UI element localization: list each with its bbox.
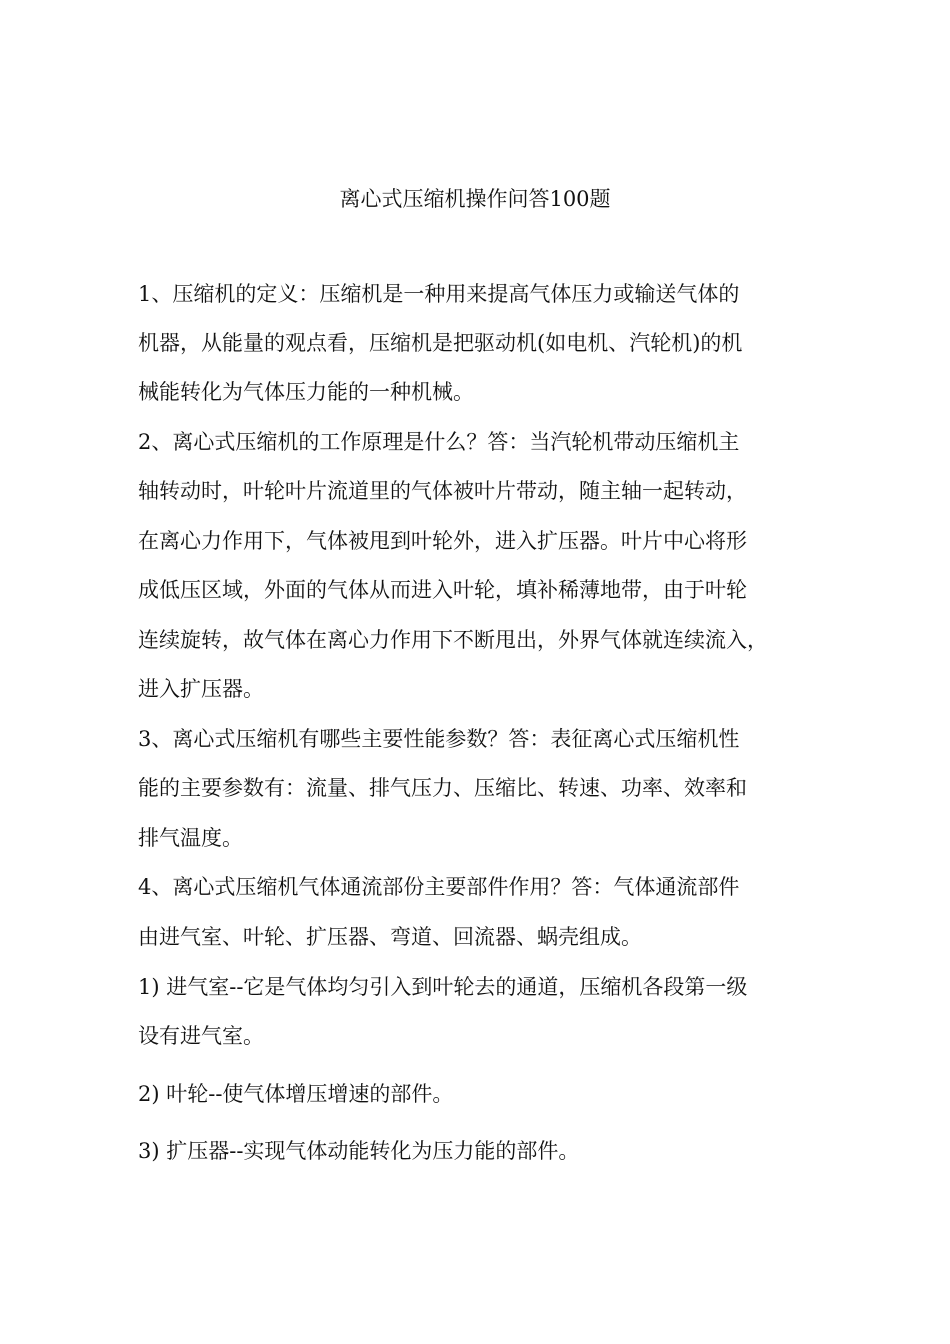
text-line-18: 3) 扩压器--实现气体动能转化为压力能的部件。 [138, 1139, 580, 1163]
text-line-17: 2) 叶轮--使气体增压增速的部件。 [138, 1082, 454, 1106]
text-line-15: 1) 进气室--它是气体均匀引入到叶轮去的通道，压缩机各段第一级 [138, 975, 748, 999]
document-title: 离心式压缩机操作问答100题 [339, 187, 611, 211]
text-line-6: 在离心力作用下，气体被甩到叶轮外，进入扩压器。叶片中心将形 [138, 529, 747, 553]
text-line-9: 进入扩压器。 [138, 677, 264, 701]
text-line-5: 轴转动时，叶轮叶片流道里的气体被叶片带动，随主轴一起转动， [138, 479, 747, 503]
text-line-10: 3、离心式压缩机有哪些主要性能参数？答：表征离心式压缩机性 [138, 727, 740, 751]
text-line-16: 设有进气室。 [138, 1024, 264, 1048]
text-line-8: 连续旋转，故气体在离心力作用下不断甩出，外界气体就连续流入， [138, 628, 768, 652]
text-line-4: 2、离心式压缩机的工作原理是什么？答：当汽轮机带动压缩机主 [138, 430, 740, 454]
text-line-1: 1、压缩机的定义：压缩机是一种用来提高气体压力或输送气体的 [138, 282, 740, 306]
text-line-14: 由进气室、叶轮、扩压器、弯道、回流器、蜗壳组成。 [138, 925, 642, 949]
text-line-7: 成低压区域，外面的气体从而进入叶轮，填补稀薄地带，由于叶轮 [138, 578, 747, 602]
text-line-13: 4、离心式压缩机气体通流部份主要部件作用？答：气体通流部件 [138, 875, 740, 899]
text-line-11: 能的主要参数有：流量、排气压力、压缩比、转速、功率、效率和 [138, 776, 747, 800]
text-line-2: 机器，从能量的观点看，压缩机是把驱动机(如电机、汽轮机)的机 [138, 331, 743, 355]
text-line-12: 排气温度。 [138, 826, 243, 850]
text-line-3: 械能转化为气体压力能的一种机械。 [138, 380, 474, 404]
